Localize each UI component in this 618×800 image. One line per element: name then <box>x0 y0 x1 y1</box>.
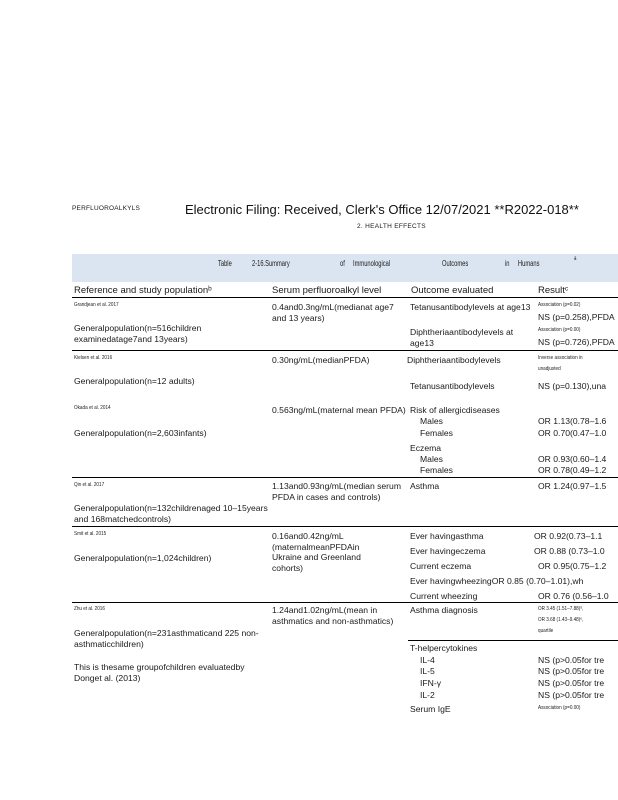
caption-word: Table <box>218 259 232 268</box>
subgroup: IL-5 <box>420 666 435 676</box>
result: OR 0.76 (0.56–1.0 <box>538 591 609 601</box>
outcome: Tetanusantibodylevels <box>410 381 495 391</box>
result: Inverse association in <box>538 355 583 361</box>
result: quartile <box>538 628 554 634</box>
row-rule <box>72 350 618 351</box>
study-population: Generalpopulation(n=1,024children) <box>74 553 212 563</box>
outcome: Asthma diagnosis <box>410 605 478 615</box>
citation: Okada et al. 2014 <box>74 405 111 411</box>
serum-level: 1.24and1.02ng/mL(mean in asthmatics and non-asthmatics) <box>272 605 394 626</box>
outcome: Tetanusantibodylevels at age13 <box>410 302 531 312</box>
study-population: Generalpopulation(n=12 adults) <box>74 376 195 386</box>
serum-level: 0.4and0.3ng/mL(medianat age7 and 13 years) <box>272 302 394 323</box>
result: Association (p=0.02) <box>538 302 581 308</box>
column-header-outcome: Outcome evaluated <box>411 285 494 296</box>
result: NS (p>0.05for tre <box>538 678 605 688</box>
result: NS (p=0.726),PFDA <box>538 337 615 347</box>
result: unadjusted <box>538 366 561 372</box>
result: OR 0.93(0.60–1.4 <box>538 454 607 464</box>
result: Association (p=0.00) <box>538 705 581 711</box>
sub-rule <box>408 640 618 641</box>
header-rule <box>72 297 618 298</box>
result: OR 0.70(0.47–1.0 <box>538 428 607 438</box>
result: NS (p>0.05for tre <box>538 655 605 665</box>
citation: Zhu et al. 2016 <box>74 606 105 612</box>
citation: Qin et al. 2017 <box>74 482 105 488</box>
outcome: Diphtheriaantibodylevels <box>407 355 501 365</box>
subgroup: IFN-γ <box>420 678 442 688</box>
outcome: Current wheezing <box>410 591 478 601</box>
column-header-reference: Reference and study populationᵇ <box>74 285 212 296</box>
row-rule <box>72 602 618 603</box>
caption-word: Humans <box>518 259 540 268</box>
outcome: Eczema <box>410 443 442 453</box>
result: OR 0.78(0.49–1.2 <box>538 465 607 475</box>
subgroup: Males <box>420 454 443 464</box>
result: OR 1.13(0.78–1.6 <box>538 416 607 426</box>
outcome: Risk of allergicdiseases <box>410 405 500 415</box>
result: OR 0.95(0.75–1.2 <box>538 561 607 571</box>
citation: Smit et al. 2015 <box>74 531 107 537</box>
citation: Grandjean et al. 2017 <box>74 302 119 308</box>
citation: Kielsen et al. 2016 <box>74 355 113 361</box>
section-heading: 2. HEALTH EFFECTS <box>357 223 426 230</box>
running-header: PERFLUOROALKYLS <box>72 205 141 212</box>
outcome: Current eczema <box>410 561 472 571</box>
outcome: T-helpercytokines <box>410 643 478 653</box>
result: NS (p=0.258),PFDA <box>538 312 615 322</box>
caption-word: 2-16.Summary <box>252 259 290 268</box>
result: OR 0.88 (0.73–1.0 <box>534 546 605 556</box>
outcome: Ever havingasthma <box>410 531 484 541</box>
result: OR 0.92(0.73–1.1 <box>534 531 603 541</box>
subgroup: Females <box>420 428 453 438</box>
outcome: Asthma <box>410 481 440 491</box>
serum-level: 0.16and0.42ng/mL (maternalmeanPFDAin Ukraine and Greenland cohorts) <box>272 531 361 573</box>
serum-level: 1.13and0.93ng/mL(median serum PFDA in cases and controls) <box>272 481 401 502</box>
outcome: Serum IgE <box>410 704 451 714</box>
caption-word: of <box>340 259 345 268</box>
table-caption <box>72 254 618 282</box>
subgroup: IL-2 <box>420 690 435 700</box>
study-population: Generalpopulation(n=516children examinedatage7and 13years) <box>74 323 202 344</box>
caption-word: Immunological <box>353 259 391 268</box>
serum-level: 0.30ng/mL(medianPFDA) <box>272 355 370 365</box>
study-note: This is thesame groupofchildren evaluatedby Donget al. (2013) <box>74 662 245 683</box>
result: NS (p>0.05for tre <box>538 690 605 700</box>
outcome: Ever havingwheezingOR 0.85 (0.70–1.01),wh <box>410 576 584 586</box>
result: Association (p=0.00) <box>538 327 581 333</box>
subgroup: Females <box>420 465 453 475</box>
result: OR 3.45 (1.51–7.88)ᵈ, <box>538 606 584 612</box>
row-rule <box>72 477 618 478</box>
outcome: Ever havingeczema <box>410 546 486 556</box>
study-population: Generalpopulation(n=2,603infants) <box>74 428 207 438</box>
caption-word: Outcomes <box>442 259 469 268</box>
subgroup: IL-4 <box>420 655 435 665</box>
filing-stamp: Electronic Filing: Received, Clerk's Office 12/07/2021 **R2022-018** <box>185 202 579 217</box>
result: NS (p=0.130),una <box>538 381 607 391</box>
caption-word: in <box>505 259 510 268</box>
outcome: Diphtheriaantibodylevels at age13 <box>410 327 514 348</box>
column-header-serum: Serum perfluoroalkyl level <box>272 285 382 296</box>
study-population: Generalpopulation(n=132childrenaged 10–15years and 168matchedcontrols) <box>74 503 268 524</box>
row-rule <box>72 526 618 527</box>
column-header-result: Resultᶜ <box>538 285 569 296</box>
caption-footnote-mark: a <box>574 256 577 262</box>
result: OR 3.68 (1.43–9.48)ᵉ, <box>538 617 584 623</box>
subgroup: Males <box>420 416 443 426</box>
study-population: Generalpopulation(n=231asthmaticand 225 non-asthmaticchildren) <box>74 628 259 649</box>
serum-level: 0.563ng/mL(maternal mean PFDA) <box>272 405 406 415</box>
result: NS (p>0.05for tre <box>538 666 605 676</box>
result: OR 1.24(0.97–1.5 <box>538 481 607 491</box>
